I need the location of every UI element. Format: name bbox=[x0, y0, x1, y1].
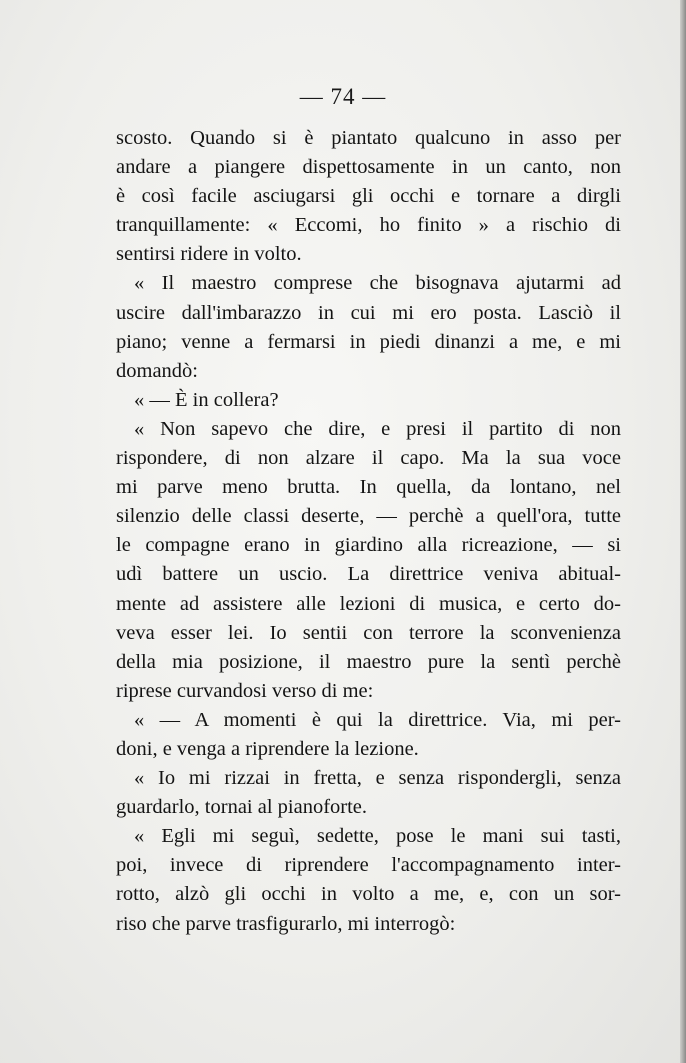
text-line: della mia posizione, il maestro pure la sentì perchè bbox=[116, 650, 621, 673]
page-number: — 74 — bbox=[299, 84, 387, 109]
text-line: tranquillamente: « Eccomi, ho finito » a rischio di bbox=[116, 214, 621, 237]
text-line: guardarlo, tornai al pianoforte. bbox=[116, 796, 368, 819]
text-line: « Non sapevo che dire, e presi il partito di non bbox=[134, 417, 621, 440]
text-line: le compagne erano in giardino alla ricreazione, — si bbox=[116, 534, 621, 557]
text-line: rotto, alzò gli occhi in volto a me, e, con un sor- bbox=[116, 883, 621, 906]
text-line: andare a piangere dispettosamente in un canto, non bbox=[116, 156, 621, 179]
text-line: « Il maestro comprese che bisognava ajutarmi ad bbox=[134, 272, 621, 295]
text-line: « Io mi rizzai in fretta, e senza rispondergli, senza bbox=[134, 767, 621, 790]
text-line: rispondere, di non alzare il capo. Ma la sua voce bbox=[116, 447, 621, 470]
text-line: poi, invece di riprendere l'accompagnamento inter- bbox=[116, 854, 621, 877]
text-line: mi parve meno brutta. In quella, da lontano, nel bbox=[116, 476, 621, 499]
text-line: scosto. Quando si è piantato qualcuno in asso per bbox=[116, 127, 621, 149]
text-line: è così facile asciugarsi gli occhi e tornare a dirgli bbox=[116, 185, 621, 208]
text-line: riso che parve trasfigurarlo, mi interrogò: bbox=[116, 912, 456, 935]
text-line: sentirsi ridere in volto. bbox=[116, 243, 302, 266]
text-line: « Egli mi seguì, sedette, pose le mani sui tasti, bbox=[134, 825, 621, 848]
text-line: doni, e venga a riprendere la lezione. bbox=[116, 737, 419, 760]
text-line: domandò: bbox=[116, 359, 198, 382]
body-text bbox=[116, 124, 621, 939]
text-line: veva esser lei. Io sentii con terrore la sconvenienza bbox=[116, 621, 621, 644]
text-line: « — È in collera? bbox=[134, 388, 279, 411]
text-line: silenzio delle classi deserte, — perchè a quell'ora, tutte bbox=[116, 505, 621, 528]
text-line: riprese curvandosi verso di me: bbox=[116, 679, 374, 702]
text-line: uscire dall'imbarazzo in cui mi ero posta. Lasciò il bbox=[116, 301, 621, 324]
text-line: « — A momenti è qui la direttrice. Via, mi per- bbox=[134, 708, 621, 731]
page-edge-shadow bbox=[680, 0, 686, 1063]
text-line: udì battere un uscio. La direttrice veniva abitual- bbox=[116, 563, 621, 586]
text-line: piano; venne a fermarsi in piedi dinanzi a me, e mi bbox=[116, 330, 621, 353]
text-line: mente ad assistere alle lezioni di musica, e certo do- bbox=[116, 592, 621, 615]
